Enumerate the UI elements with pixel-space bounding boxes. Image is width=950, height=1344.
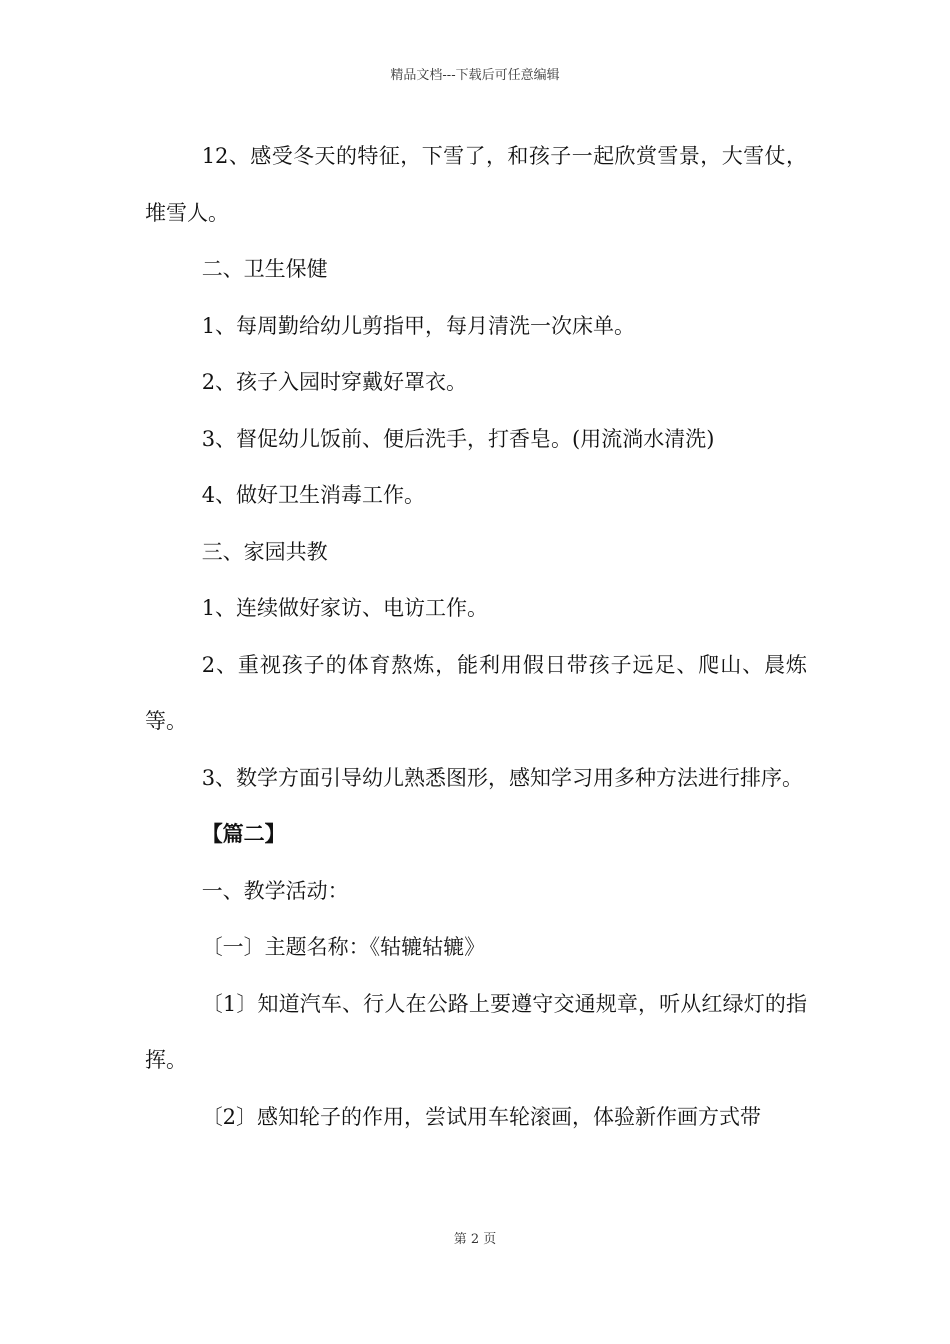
document-body (145, 128, 807, 1145)
page-footer: 第 2 页 (453, 1232, 497, 1247)
paragraph-traffic-rules: 〔1〕知道汽车、行人在公路上要遵守交通规章，听从红绿灯的指挥。 (145, 991, 807, 1072)
paragraph-exercise: 2、重视孩子的体育熬炼，能利用假日带孩子远足、爬山、晨炼等。 (145, 652, 807, 733)
page-header: 精品文档---下载后可任意编辑 (390, 68, 560, 83)
section-heading-part-two: 【篇二】 (201, 821, 286, 846)
paragraph-disinfection: 4、做好卫生消毒工作。 (201, 483, 426, 507)
paragraph-theme-name: 〔一〕主题名称：《轱辘轱辘》 (201, 935, 486, 959)
paragraph-nails: 1、每周勤给幼儿剪指甲，每月清洗一次床单。 (201, 313, 636, 338)
section-heading-home-school: 三、家园共教 (201, 539, 328, 564)
section-heading-teaching: 一、教学活动： (201, 878, 349, 903)
paragraph-wheel-painting: 〔2〕感知轮子的作用，尝试用车轮滚画，体验新作画方式带 (201, 1104, 762, 1129)
paragraph-handwash: 3、督促幼儿饭前、便后洗手，打香皂。(用流淌水清洗) (201, 426, 715, 451)
section-heading-hygiene: 二、卫生保健 (201, 257, 328, 281)
paragraph-math-sorting: 3、数学方面引导幼儿熟悉图形，感知学习用多种方法进行排序。 (201, 765, 804, 790)
paragraph-winter-snow: 12、感受冬天的特征，下雪了，和孩子一起欣赏雪景，大雪仗，堆雪人。 (145, 144, 807, 225)
paragraph-overalls: 2、孩子入园时穿戴好罩衣。 (201, 370, 468, 394)
paragraph-home-visits: 1、连续做好家访、电访工作。 (201, 596, 489, 620)
